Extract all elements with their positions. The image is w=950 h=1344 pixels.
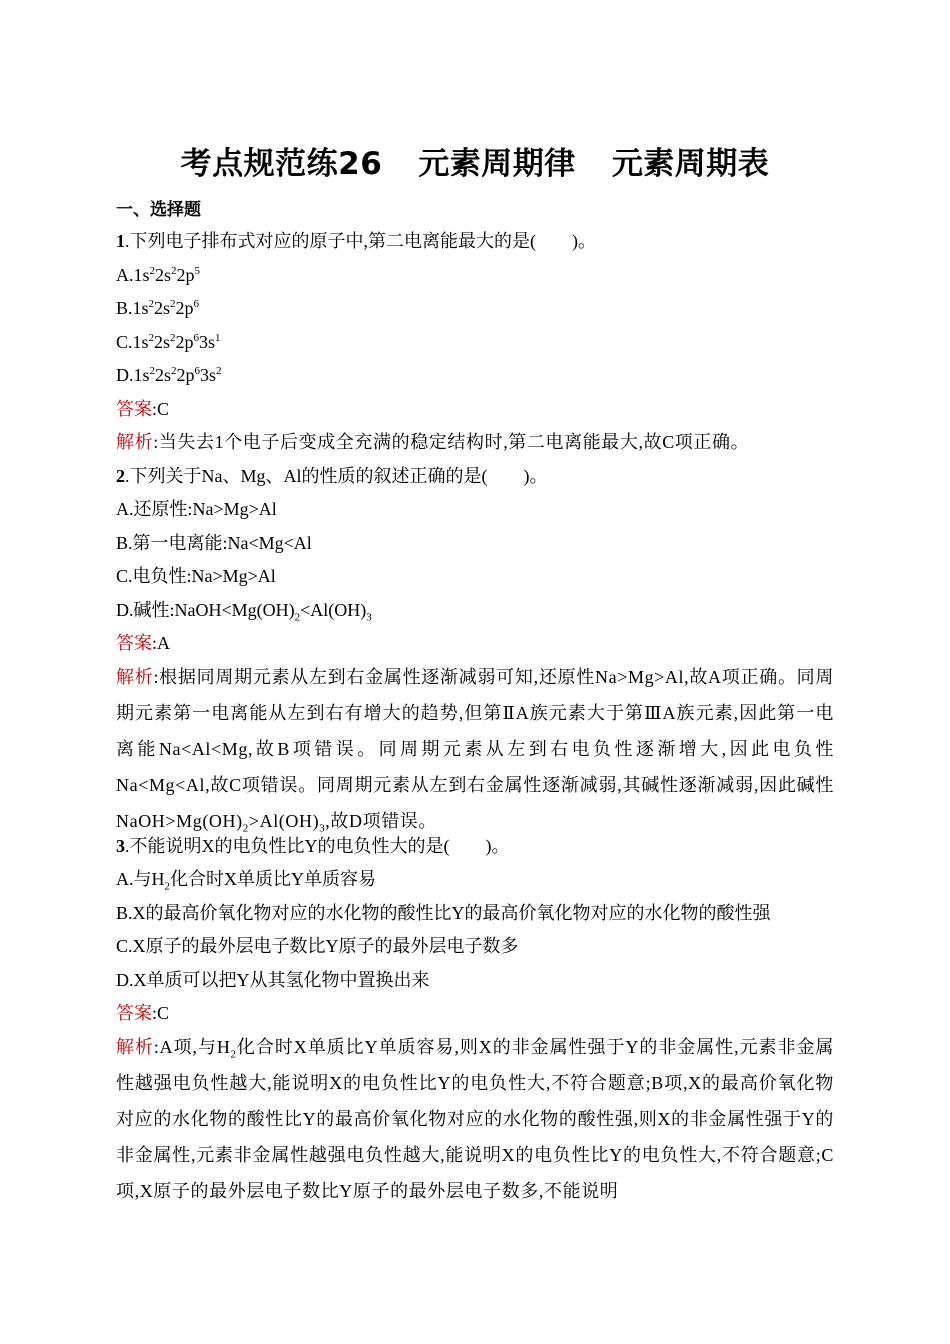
q3-number: 3 [116,836,125,856]
answer-label: 答案 [116,399,152,419]
title-part-1: 考点规范练26 [180,146,383,182]
q2-option-b: B.第一电离能:Na<Mg<Al [116,533,312,553]
q3-stem [116,834,509,858]
section-heading: 一、选择题 [116,200,201,220]
q2-option-c: C.电负性:Na>Mg>Al [116,566,276,586]
title-part-2: 元素周期律 [418,146,576,182]
q1-analysis: 解析:当失去1个电子后变成全充满的稳定结构时,第二电离能最大,故C项正确。 [116,432,750,452]
q3-option-d: D.X单质可以把Y从其氢化物中置换出来 [116,970,430,990]
q3-analysis: 解析:A项,与$H_2$化合时X单质比Y单质容易,则X的非金属性强于Y的非金属性,元素非金属性越强电负性越大,能说明X的电负性比Y的电负性大,不符合题意;B项,X的最高价氧化物对应的水化物的酸性比Y的最高价氧化物对应的水化物的酸性强,则X的非金属性强于Y的非金属性,元素非金属性越强电负性越大,能说明X的电负性比Y的电负性大,不符合题意;C项,X原子的最外层电子数比Y原子的最外层电子数多,不能说明 [116,1037,835,1201]
answer-label: 答案 [116,1003,152,1023]
q3-stem-text: .不能说明X的电负性比Y的电负性大的是( )。 [125,836,510,856]
q2-stem-text: .下列关于Na、Mg、Al的性质的叙述正确的是( )。 [125,466,548,486]
q1-option-a: $A.1s^22s^22p^5$ [116,265,201,285]
answer-label: 答案 [116,633,152,653]
q1-stem [116,229,596,253]
q2-number: 2 [116,466,125,486]
q3-option-b: B.X的最高价氧化物对应的水化物的酸性比Y的最高价氧化物对应的水化物的酸性强 [116,903,771,923]
q3-option-a: A.与$H_2$化合时X单质比Y单质容易 [116,869,376,893]
q2-answer: 答案:A [116,633,170,653]
analysis-label: 解析 [116,667,154,687]
q1-option-b: $B.1s^22s^22p^6$ [116,298,200,318]
q3-answer: 答案:C [116,1003,170,1023]
q1-option-c: $C.1s^22s^22p^63s^1$ [116,332,221,352]
q1-number: 1 [116,231,125,251]
q1-answer: 答案:C [116,399,170,419]
q2-analysis: 解析:根据同周期元素从左到右金属性逐渐减弱可知,还原性Na>Mg>Al,故A项正确。同周期元素第一电离能从左到右有增大的趋势,但第ⅡA族元素大于第ⅢA族元素,因此第一电离能Na<Al<Mg,故B项错误。同周期元素从左到右电负性逐渐增大,因此电负性Na<Mg<Al,故C项错误。同周期元素从左到右金属性逐渐减弱,其碱性逐渐减弱,因此碱性$NaOH>Mg(OH)_2>Al(OH)_3$,故D项错误。 [116,667,834,835]
q1-stem-text: .下列电子排布式对应的原子中,第二电离能最大的是( )。 [125,231,596,251]
analysis-label: 解析 [116,432,154,452]
q2-stem [116,464,547,488]
analysis-label: 解析 [116,1037,154,1057]
q3-option-c: C.X原子的最外层电子数比Y原子的最外层电子数多 [116,936,519,956]
title-part-3: 元素周期表 [611,146,770,182]
q2-option-d: D.碱性$:NaOH<Mg(OH)_2<Al(OH)_3$ [116,600,372,624]
q1-option-d: $D.1s^22s^22p^63s^2$ [116,365,222,385]
q2-option-a: A.还原性:Na>Mg>Al [116,499,277,519]
page-title [0,138,950,183]
